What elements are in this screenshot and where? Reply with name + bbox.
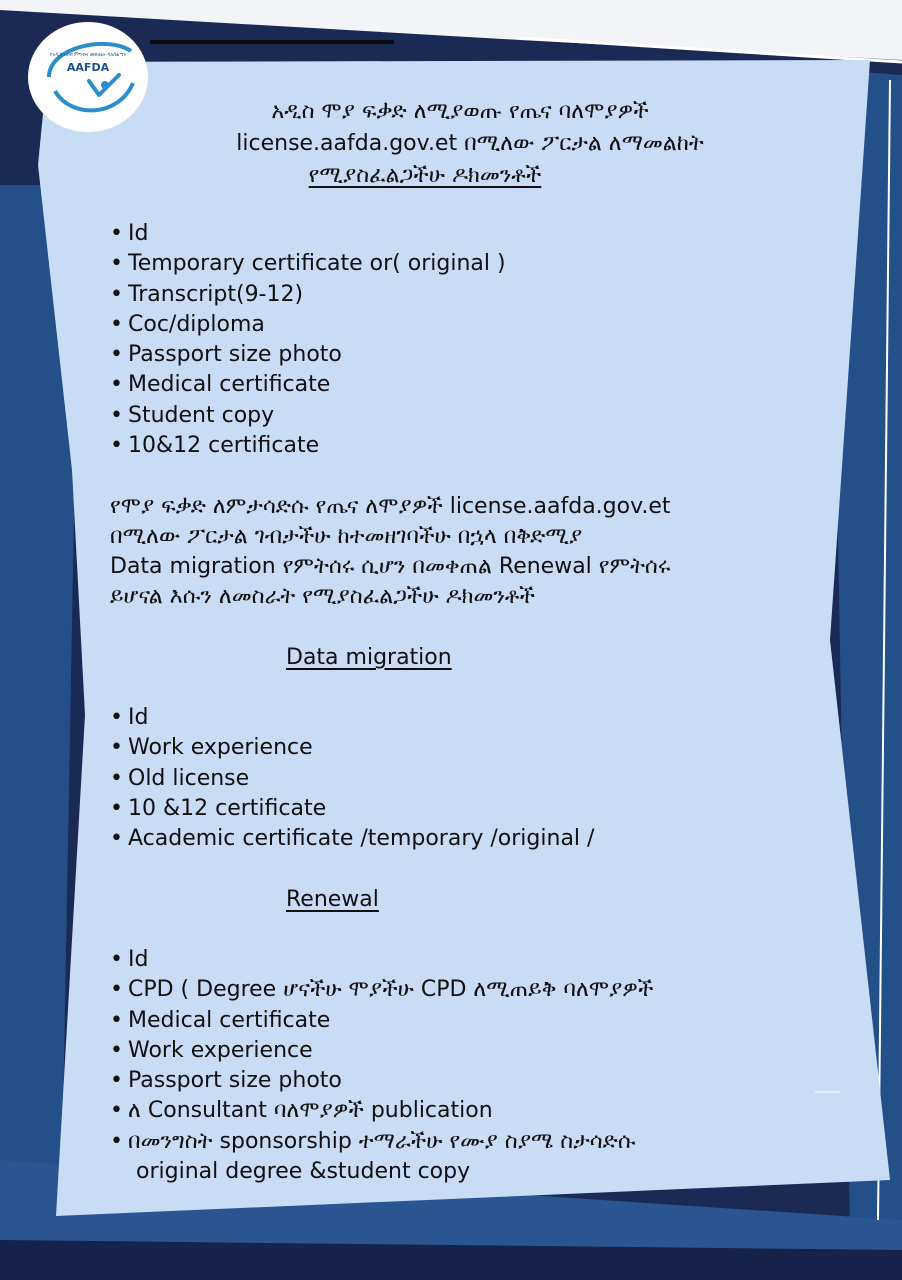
list-item: • Work experience: [110, 1036, 653, 1066]
list-item: • Medical certificate: [110, 370, 506, 400]
header-line-3: የሚያስፈልጋችሁ ዶክመንቶች: [308, 163, 542, 188]
list-item: • Transcript(9-12): [110, 280, 506, 310]
new-license-docs-list: [110, 219, 506, 461]
list-item: • Coc/diploma: [110, 310, 506, 340]
list-item: • CPD ( Degree ሆናችሁ ሞያችሁ CPD ለሚጠይቅ ባለሞያዎች: [110, 975, 653, 1005]
intro-line-3: Data migration የምትሰሩ ሲሆን በመቀጠል Renewal የምትሰሩ: [110, 554, 671, 579]
data-migration-title: Data migration: [286, 645, 452, 670]
list-item: • Id: [110, 703, 594, 733]
renewal-continuation: original degree &student copy: [136, 1159, 471, 1184]
header-line-2: license.aafda.gov.et በሚለው ፖርታል ለማመልከት: [236, 131, 704, 156]
list-item: • Medical certificate: [110, 1006, 653, 1036]
top-rule: [150, 40, 394, 44]
intro-line-2: በሚለው ፖርታል ገብታችሁ ከተመዘገባችሁ በኋላ በቅድሚያ: [110, 524, 583, 549]
list-item: • Id: [110, 219, 506, 249]
list-item: • Academic certificate /temporary /original /: [110, 824, 594, 854]
intro-line-1: የሞያ ፍቃድ ለምታሳድሱ የጤና ለሞያዎች license.aafda.gov.et: [110, 494, 671, 519]
list-item: • 10&12 certificate: [110, 431, 506, 461]
renewal-list: [110, 945, 653, 1157]
list-item: • በመንግስት sponsorship ተማራችሁ የሙያ ስያሜ ስታሳድሱ: [110, 1127, 653, 1157]
list-item: • Id: [110, 945, 653, 975]
header-line-1: አዲስ ሞያ ፍቃድ ለሚያወጡ የጤና ባለሞያዎች: [271, 99, 649, 124]
svg-text:የአዲስ አበባ ምግብና መድኃኒት ባለስልጣን: የአዲስ አበባ ምግብና መድኃኒት ባለስልጣን: [50, 52, 126, 58]
renewal-title: Renewal: [286, 887, 379, 912]
list-item: • ለ Consultant ባለሞያዎች publication: [110, 1096, 653, 1126]
list-item: • Passport size photo: [110, 1066, 653, 1096]
list-item: • Passport size photo: [110, 340, 506, 370]
list-item: • Student copy: [110, 401, 506, 431]
list-item: • Temporary certificate or( original ): [110, 249, 506, 279]
aafda-logo: [27, 21, 149, 133]
list-item: • Work experience: [110, 733, 594, 763]
list-item: • Old license: [110, 764, 594, 794]
list-item: • 10 &12 certificate: [110, 794, 594, 824]
intro-line-4: ይሆናል እሱን ለመስራት የሚያስፈልጋችሁ ዶክመንቶች: [110, 584, 535, 609]
svg-text:AAFDA: AAFDA: [66, 61, 110, 74]
data-migration-list: [110, 703, 594, 854]
intro-paragraph: [110, 492, 671, 612]
